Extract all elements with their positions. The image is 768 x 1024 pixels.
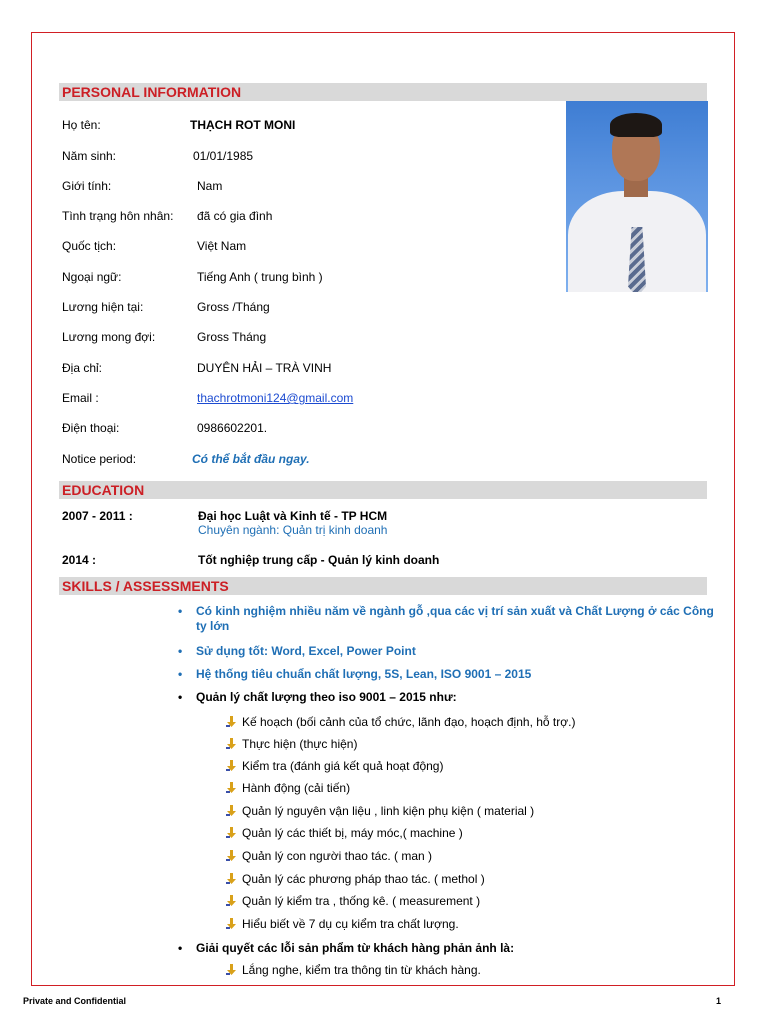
value-marital-status: đã có gia đình: [197, 209, 273, 223]
list-item: Hành động (cải tiến): [226, 781, 350, 795]
value-current-salary: Gross /Tháng: [197, 300, 270, 314]
edu-title: Tốt nghiệp trung cấp - Quản lý kinh doanh: [198, 553, 440, 567]
section-header-personal: PERSONAL INFORMATION: [59, 83, 707, 101]
list-item: Quản lý kiểm tra , thống kê. ( measurement ): [226, 894, 480, 908]
value-birth-year: 01/01/1985: [193, 149, 254, 163]
edu-date: 2014 :: [62, 553, 97, 567]
arrow-bullet-icon: [226, 760, 237, 771]
list-item: Quản lý nguyên vận liệu , linh kiện phụ kiện ( material ): [226, 804, 534, 818]
arrow-bullet-icon: [226, 850, 237, 861]
footer-confidential: Private and Confidential: [23, 996, 127, 1006]
label-birth-year: Năm sinh:: [62, 149, 117, 163]
bullet-dot-icon: •: [178, 941, 183, 955]
edu-title: Đại học Luật và Kinh tế - TP HCM: [198, 509, 388, 523]
label-language: Ngoại ngữ:: [62, 270, 122, 284]
arrow-bullet-icon: [226, 782, 237, 793]
list-item: Quản lý con người thao tác. ( man ): [226, 849, 432, 863]
label-phone: Điện thoại:: [62, 421, 120, 435]
skill-item: • Quản lý chất lượng theo iso 9001 – 2015 như:: [178, 690, 457, 704]
label-name: Họ tên:: [62, 118, 101, 132]
arrow-bullet-icon: [226, 918, 237, 929]
label-address: Địa chỉ:: [62, 361, 103, 375]
arrow-bullet-icon: [226, 827, 237, 838]
bullet-dot-icon: •: [178, 644, 183, 658]
footer-page-number: 1: [716, 996, 722, 1006]
skill-item: • Giải quyết các lỗi sản phẩm từ khách hàng phản ảnh là:: [178, 941, 515, 955]
value-phone: 0986602201.: [197, 421, 268, 435]
section-header-education: EDUCATION: [59, 481, 707, 499]
bullet-dot-icon: •: [178, 667, 183, 681]
skill-item: • Sử dụng tốt: Word, Excel, Power Point: [178, 644, 416, 658]
label-nationality: Quốc tịch:: [62, 239, 117, 253]
list-item: Quản lý các thiết bị, máy móc,( machine ): [226, 826, 463, 840]
bullet-dot-icon: •: [178, 604, 183, 618]
list-item: Quản lý các phương pháp thao tác. ( methol ): [226, 872, 485, 886]
label-current-salary: Lương hiện tại:: [62, 300, 144, 314]
list-item: Thực hiện (thực hiện): [226, 737, 357, 751]
arrow-bullet-icon: [226, 716, 237, 727]
arrow-bullet-icon: [226, 895, 237, 906]
list-item: Kiểm tra (đánh giá kết quả hoạt động): [226, 759, 443, 773]
value-language: Tiếng Anh ( trung bình ): [197, 270, 323, 284]
label-marital-status: Tình trạng hôn nhân:: [62, 209, 174, 223]
arrow-bullet-icon: [226, 805, 237, 816]
edu-date: 2007 - 2011 :: [62, 509, 133, 523]
value-gender: Nam: [197, 179, 223, 193]
list-item: Kế hoạch (bối cảnh của tổ chức, lãnh đạo, hoạch định, hỗ trợ.): [226, 715, 575, 729]
bullet-dot-icon: •: [178, 690, 183, 704]
list-item: Lắng nghe, kiểm tra thông tin từ khách hàng.: [226, 963, 481, 977]
value-notice-period: Có thể bắt đầu ngay.: [192, 452, 310, 466]
section-header-skills: SKILLS / ASSESSMENTS: [59, 577, 707, 595]
value-expected-salary: Gross Tháng: [197, 330, 267, 344]
label-gender: Giới tính:: [62, 179, 112, 193]
list-item: Hiểu biết về 7 dụ cụ kiểm tra chất lượng.: [226, 917, 459, 931]
profile-photo: [566, 101, 708, 292]
value-nationality: Việt Nam: [197, 239, 247, 253]
email-link[interactable]: thachrotmoni124@gmail.com: [197, 391, 354, 405]
label-expected-salary: Lương mong đợi:: [62, 330, 156, 344]
skill-item: • Hệ thống tiêu chuẩn chất lượng, 5S, Lean, ISO 9001 – 2015: [178, 667, 532, 681]
value-name: THẠCH ROT MONI: [190, 118, 296, 132]
arrow-bullet-icon: [226, 738, 237, 749]
value-address: DUYÊN HẢI – TRÀ VINH: [197, 361, 332, 375]
label-notice-period: Notice period:: [62, 452, 137, 466]
arrow-bullet-icon: [226, 873, 237, 884]
label-email: Email :: [62, 391, 99, 405]
arrow-bullet-icon: [226, 964, 237, 975]
edu-subtitle: Chuyên ngành: Quản trị kinh doanh: [198, 523, 388, 537]
skill-item: • Có kinh nghiệm nhiều năm về ngành gỗ ,qua các vị trí sản xuất và Chất Lượng ở các Công ty lớn: [178, 604, 714, 633]
